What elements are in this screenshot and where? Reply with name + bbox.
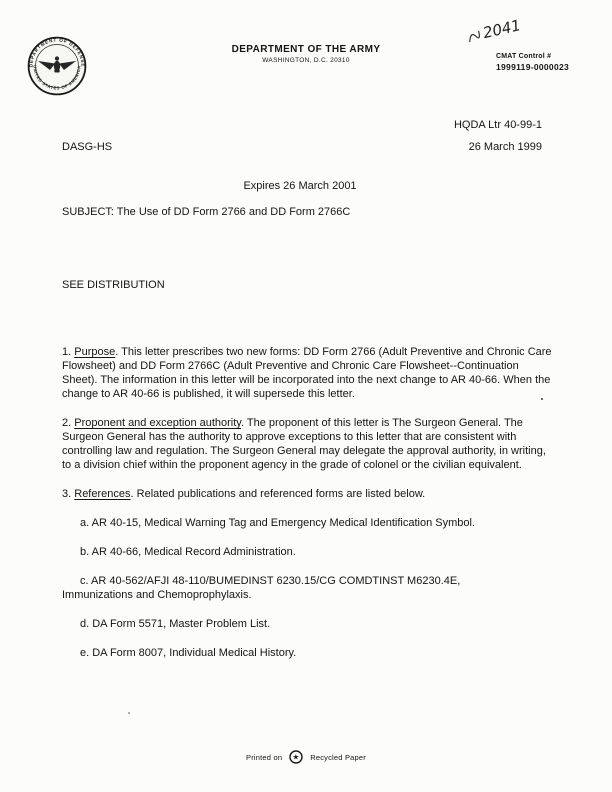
paragraph-proponent: [62, 416, 554, 472]
footer-printed-on: Printed on: [246, 752, 283, 762]
cmat-label: CMAT Control #: [496, 53, 552, 60]
letter-date: 26 March 1999: [468, 141, 542, 153]
cmat-number: 1999119-0000023: [496, 62, 570, 72]
seal-top-text: DEPARTMENT OF DEFENSE: [28, 37, 86, 68]
recycled-paper-icon: [289, 750, 303, 764]
paragraph-heading: References: [74, 488, 131, 500]
paragraph-text: . The proponent of this letter is The Surgeon General. The Surgeon General has the authority to approve exceptions to this letter that are consistent with controlling law and regulation. The Surgeon General may delegate the approval authority, in writing, to a division chief within the proponent agency in the grade of colonel or the civilian equivalent.: [62, 417, 546, 471]
paragraph-references: [62, 487, 554, 501]
letterhead: [156, 44, 456, 64]
reference-text: e. DA Form 8007, Individual Medical History.: [80, 647, 297, 659]
scan-artifact: [541, 398, 543, 400]
reference-text: b. AR 40-66, Medical Record Administration.: [80, 546, 296, 558]
letterhead-address: WASHINGTON, D.C. 20310: [262, 57, 350, 64]
reference-item-a: [62, 516, 554, 530]
paragraph-number: 1.: [62, 346, 72, 358]
cmat-control-block: [496, 53, 569, 72]
reference-text: a. AR 40-15, Medical Warning Tag and Emergency Medical Identification Symbol.: [80, 517, 475, 529]
handwritten-number: 2041: [481, 16, 523, 43]
dod-seal: [27, 36, 87, 96]
scan-artifact: [128, 712, 130, 714]
office-symbol: DASG-HS: [62, 141, 113, 153]
footer: [0, 750, 612, 764]
reference-text: d. DA Form 5571, Master Problem List.: [80, 618, 271, 630]
expiration-line: Expires 26 March 2001: [243, 180, 357, 192]
recycle-star-glyph: ★: [292, 752, 300, 762]
letter-number: HQDA Ltr 40-99-1: [453, 119, 542, 131]
paragraph-text: . Related publications and referenced forms are listed below.: [130, 488, 426, 500]
letter-body: [62, 345, 554, 675]
reference-item-d: [62, 617, 554, 631]
reference-text: c. AR 40-562/AFJI 48-110/BUMEDINST 6230.15/CG COMDTINST M6230.4E,: [80, 575, 461, 587]
distribution-line: SEE DISTRIBUTION: [62, 279, 165, 291]
reference-item-e: [62, 646, 554, 660]
footer-recycled-paper: Recycled Paper: [310, 752, 366, 762]
seal-bottom-text: UNITED STATES OF AMERICA: [32, 65, 82, 91]
paragraph-number: 2.: [62, 417, 72, 429]
paragraph-heading: Proponent and exception authority: [74, 417, 241, 429]
dod-seal-graphic: [27, 36, 87, 96]
reference-text-continuation: Immunizations and Chemoprophylaxis.: [62, 589, 252, 601]
subject-line: SUBJECT: The Use of DD Form 2766 and DD Form 2766C: [62, 206, 351, 218]
letterhead-title: DEPARTMENT OF THE ARMY: [231, 44, 381, 55]
paragraph-text: . This letter prescribes two new forms: DD Form 2766 (Adult Preventive and Chronic Care Flowsheet) and DD Form 2766C (Adult Preventive and Chronic Care Flowsheet--Continuation Sheet). The information in this letter will be incorporated into the next change to AR 40-66. When the change to AR 40-66 is published, it will supersede this letter.: [62, 346, 552, 400]
reference-item-c: [62, 574, 554, 602]
handwritten-note: [465, 16, 523, 46]
paragraph-number: 3.: [62, 488, 72, 500]
paragraph-heading: Purpose: [74, 346, 116, 358]
paragraph-purpose: [62, 345, 554, 401]
handwritten-mark-icon: [465, 26, 482, 45]
reference-item-b: [62, 545, 554, 559]
